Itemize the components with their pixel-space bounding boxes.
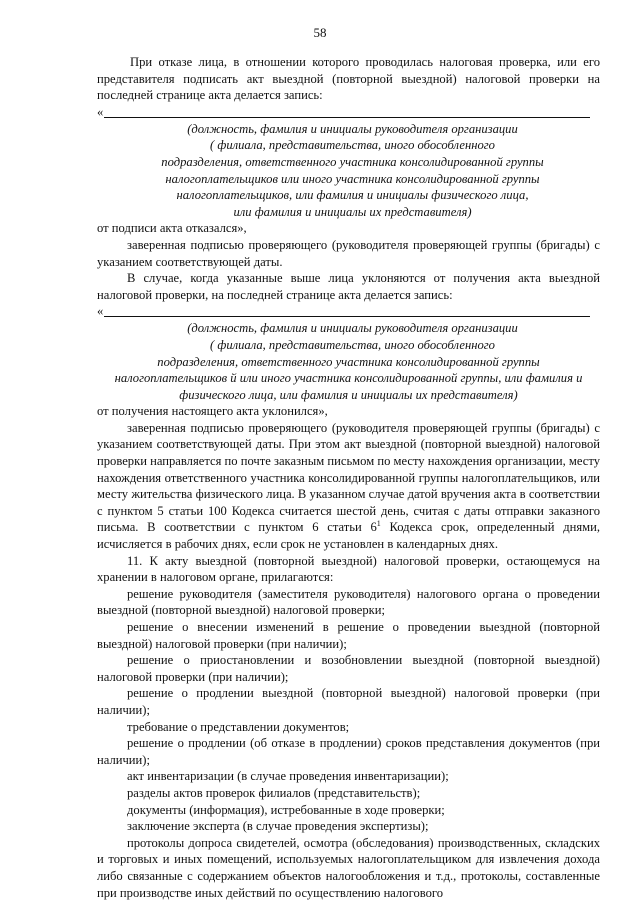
fill-in-line bbox=[104, 117, 590, 118]
evaded-text: от получения настоящего акта уклонился», bbox=[97, 404, 328, 419]
placeholder-line: (должность, фамилия и инициалы руководителя организации bbox=[187, 321, 518, 336]
attachment-item: протоколы допроса свидетелей, осмотра (обследования) производственных, складских и торговых и иных помещений, используемых налогоплательщиком для извлечения дохода либо связанные с содержанием объектов налогообложения и т.д., протоколы, составленные при производстве иных действий по осуществлению налогового bbox=[97, 835, 600, 900]
placeholder-line: физического лица, или фамилия и инициалы их представителя) bbox=[179, 387, 518, 402]
attachment-item: акт инвентаризации (в случае проведения инвентаризации); bbox=[127, 769, 449, 784]
quote-mark: « bbox=[97, 304, 104, 319]
placeholder-line: подразделения, ответственного участника консолидированной группы bbox=[157, 354, 540, 369]
attachment-item: требование о представлении документов; bbox=[127, 719, 350, 734]
placeholder-line: налогоплательщиков й или иного участника консолидированной группы, или фамилия и bbox=[114, 371, 583, 386]
attachment-item: документы (информация), истребованные в ходе проверки; bbox=[127, 802, 445, 817]
attachment-item: решение руководителя (заместителя руководителя) налогового органа о проведении выездной (повторной выездной) налоговой проверки; bbox=[97, 586, 600, 618]
blank-line-1 bbox=[97, 104, 600, 121]
placeholder-line: подразделения, ответственного участника консолидированной группы bbox=[161, 154, 544, 169]
placeholder-line: налогоплательщиков или иного участника консолидированной группы bbox=[165, 171, 540, 186]
evade-intro-paragraph: В случае, когда указанные выше лица уклоняются от получения акта выездной налоговой проверки, на последней странице акта делается запись: bbox=[97, 271, 600, 302]
refusal-intro-paragraph: При отказе лица, в отношении которого проводилась налоговая проверка, или его представителя подписать акт выездной (повторной выездной) налоговой проверки на последней странице акта делается запись: bbox=[97, 55, 600, 103]
placeholder-block-1 bbox=[97, 121, 600, 221]
attachments-list bbox=[97, 586, 600, 901]
attachment-item: решение о приостановлении и возобновлении выездной (повторной выездной) налоговой проверки (при наличии); bbox=[97, 653, 600, 684]
signature-paragraph-1: заверенная подписью проверяющего (руководителя проверяющей группы (бригады) с указанием соответствующей даты. bbox=[97, 237, 600, 269]
attachment-item: заключение эксперта (в случае проведения экспертизы); bbox=[127, 819, 429, 834]
document-body bbox=[97, 54, 600, 901]
quote-mark: « bbox=[97, 104, 104, 119]
placeholder-line: (должность, фамилия и инициалы руководителя организации bbox=[187, 121, 518, 136]
placeholder-line: ( филиала, представительства, иного обособленного bbox=[210, 138, 495, 153]
placeholder-line: налогоплательщиков, или фамилия и инициалы физического лица, bbox=[176, 188, 529, 203]
superscript: 1 bbox=[376, 519, 381, 529]
placeholder-block-2 bbox=[97, 320, 600, 403]
signature-paragraph-2-text: заверенная подписью проверяющего (руководителя проверяющей группы (бригады) с указанием соответствующей даты. При этом акт выездной (повторной выездной) налоговой проверки направляется по почте заказным письмом по месту нахождения организации, месту нахождения ответственного участника консолидированной группы налогоплательщиков, или месту жительства физического лица. В указанном случае датой вручения акта в соответствии с пунктом 5 статьи 100 Кодекса считается шестой день, считая с даты отправки заказного письма. В соответствии с пунктом 6 статьи 6 bbox=[97, 420, 601, 535]
attachment-item: разделы актов проверок филиалов (представительств); bbox=[127, 785, 421, 800]
attachment-item: решение о продлении (об отказе в продлении) сроков представления документов (при наличии); bbox=[97, 736, 600, 767]
signature-paragraph-2-tail: Кодекса срок, определенный днями, исчисляется в рабочих днях, если срок не установлен в календарных днях. bbox=[97, 520, 600, 552]
page-number: 58 bbox=[313, 25, 327, 40]
blank-line-2 bbox=[97, 303, 600, 320]
fill-in-line bbox=[104, 316, 590, 317]
item-11-paragraph: 11. К акту выездной (повторной выездной) налоговой проверки, остающемуся на хранении в налоговом органе, прилагаются: bbox=[97, 553, 600, 585]
attachment-item: решение о внесении изменений в решение о проведении выездной (повторной выездной) налоговой проверки (при наличии); bbox=[97, 620, 600, 651]
placeholder-line: ( филиала, представительства, иного обособленного bbox=[210, 337, 495, 352]
placeholder-line: или фамилия и инициалы их представителя) bbox=[233, 204, 472, 219]
signature-paragraph-2 bbox=[97, 420, 600, 553]
refused-text: от подписи акта отказался», bbox=[97, 221, 247, 236]
attachment-item: решение о продлении выездной (повторной выездной) налоговой проверки (при наличии); bbox=[97, 686, 600, 717]
